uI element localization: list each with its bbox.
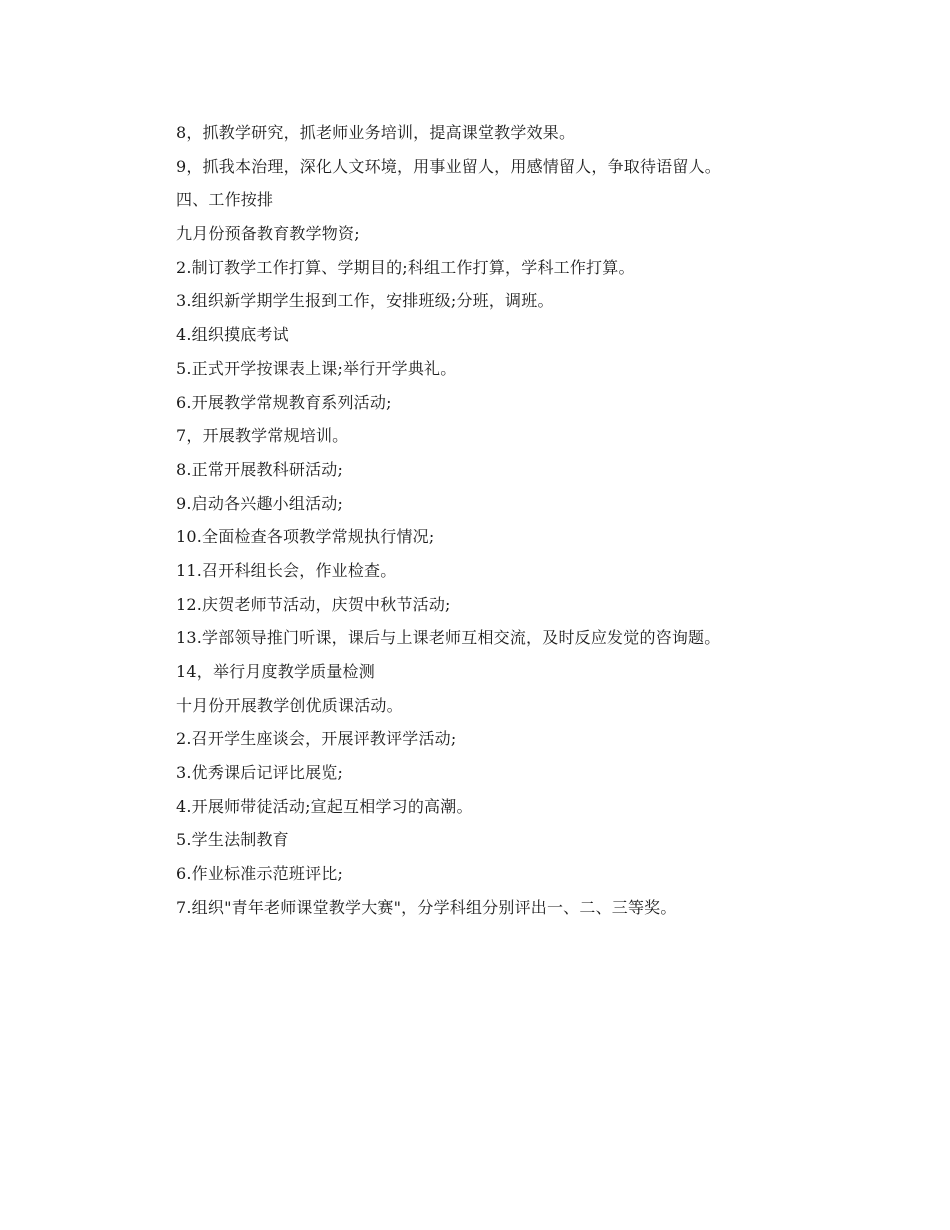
text-line: 8.正常开展教科研活动; [176, 459, 344, 479]
document-body [176, 116, 876, 925]
text-line: 4.开展师带徒活动;宣起互相学习的高潮。 [176, 796, 473, 816]
text-line: 5.学生法制教育 [176, 830, 289, 850]
text-line: 6.作业标准示范班评比; [176, 864, 344, 884]
text-line: 6.开展教学常规教育系列活动; [176, 392, 392, 412]
text-line: 7.组织"青年老师课堂教学大赛"，分学科组分别评出一、二、三等奖。 [176, 897, 677, 917]
text-line: 2.制订教学工作打算、学期目的;科组工作打算，学科工作打算。 [176, 257, 635, 277]
text-line: 十月份开展教学创优质课活动。 [176, 695, 403, 715]
text-line: 13.学部领导推门听课，课后与上课老师互相交流，及时反应发觉的咨询题。 [176, 628, 721, 648]
section-heading: 四、工作按排 [176, 190, 274, 210]
text-line: 7，开展教学常规培训。 [176, 426, 349, 446]
text-line: 8，抓教学研究，抓老师业务培训，提高课堂教学效果。 [176, 123, 576, 142]
text-line: 12.庆贺老师节活动，庆贺中秋节活动; [176, 594, 451, 614]
text-line: 4.组织摸底考试 [176, 325, 289, 345]
text-line: 2.召开学生座谈会，开展评教评学活动; [176, 729, 457, 749]
text-line: 3.优秀课后记评比展览; [176, 763, 344, 783]
text-line: 九月份预备教育教学物资; [176, 224, 360, 244]
text-line: 10.全面检查各项教学常规执行情况; [176, 527, 435, 547]
text-line: 9，抓我本治理，深化人文环境，用事业留人，用感情留人，争取待语留人。 [176, 156, 721, 176]
text-line: 11.召开科组长会，作业检查。 [176, 560, 397, 580]
text-line: 14，举行月度教学质量检测 [176, 662, 375, 681]
text-line: 5.正式开学按课表上课;举行开学典礼。 [176, 358, 457, 378]
text-line: 9.启动各兴趣小组活动; [176, 493, 344, 513]
text-line: 3.组织新学期学生报到工作，安排班级;分班，调班。 [176, 291, 554, 311]
